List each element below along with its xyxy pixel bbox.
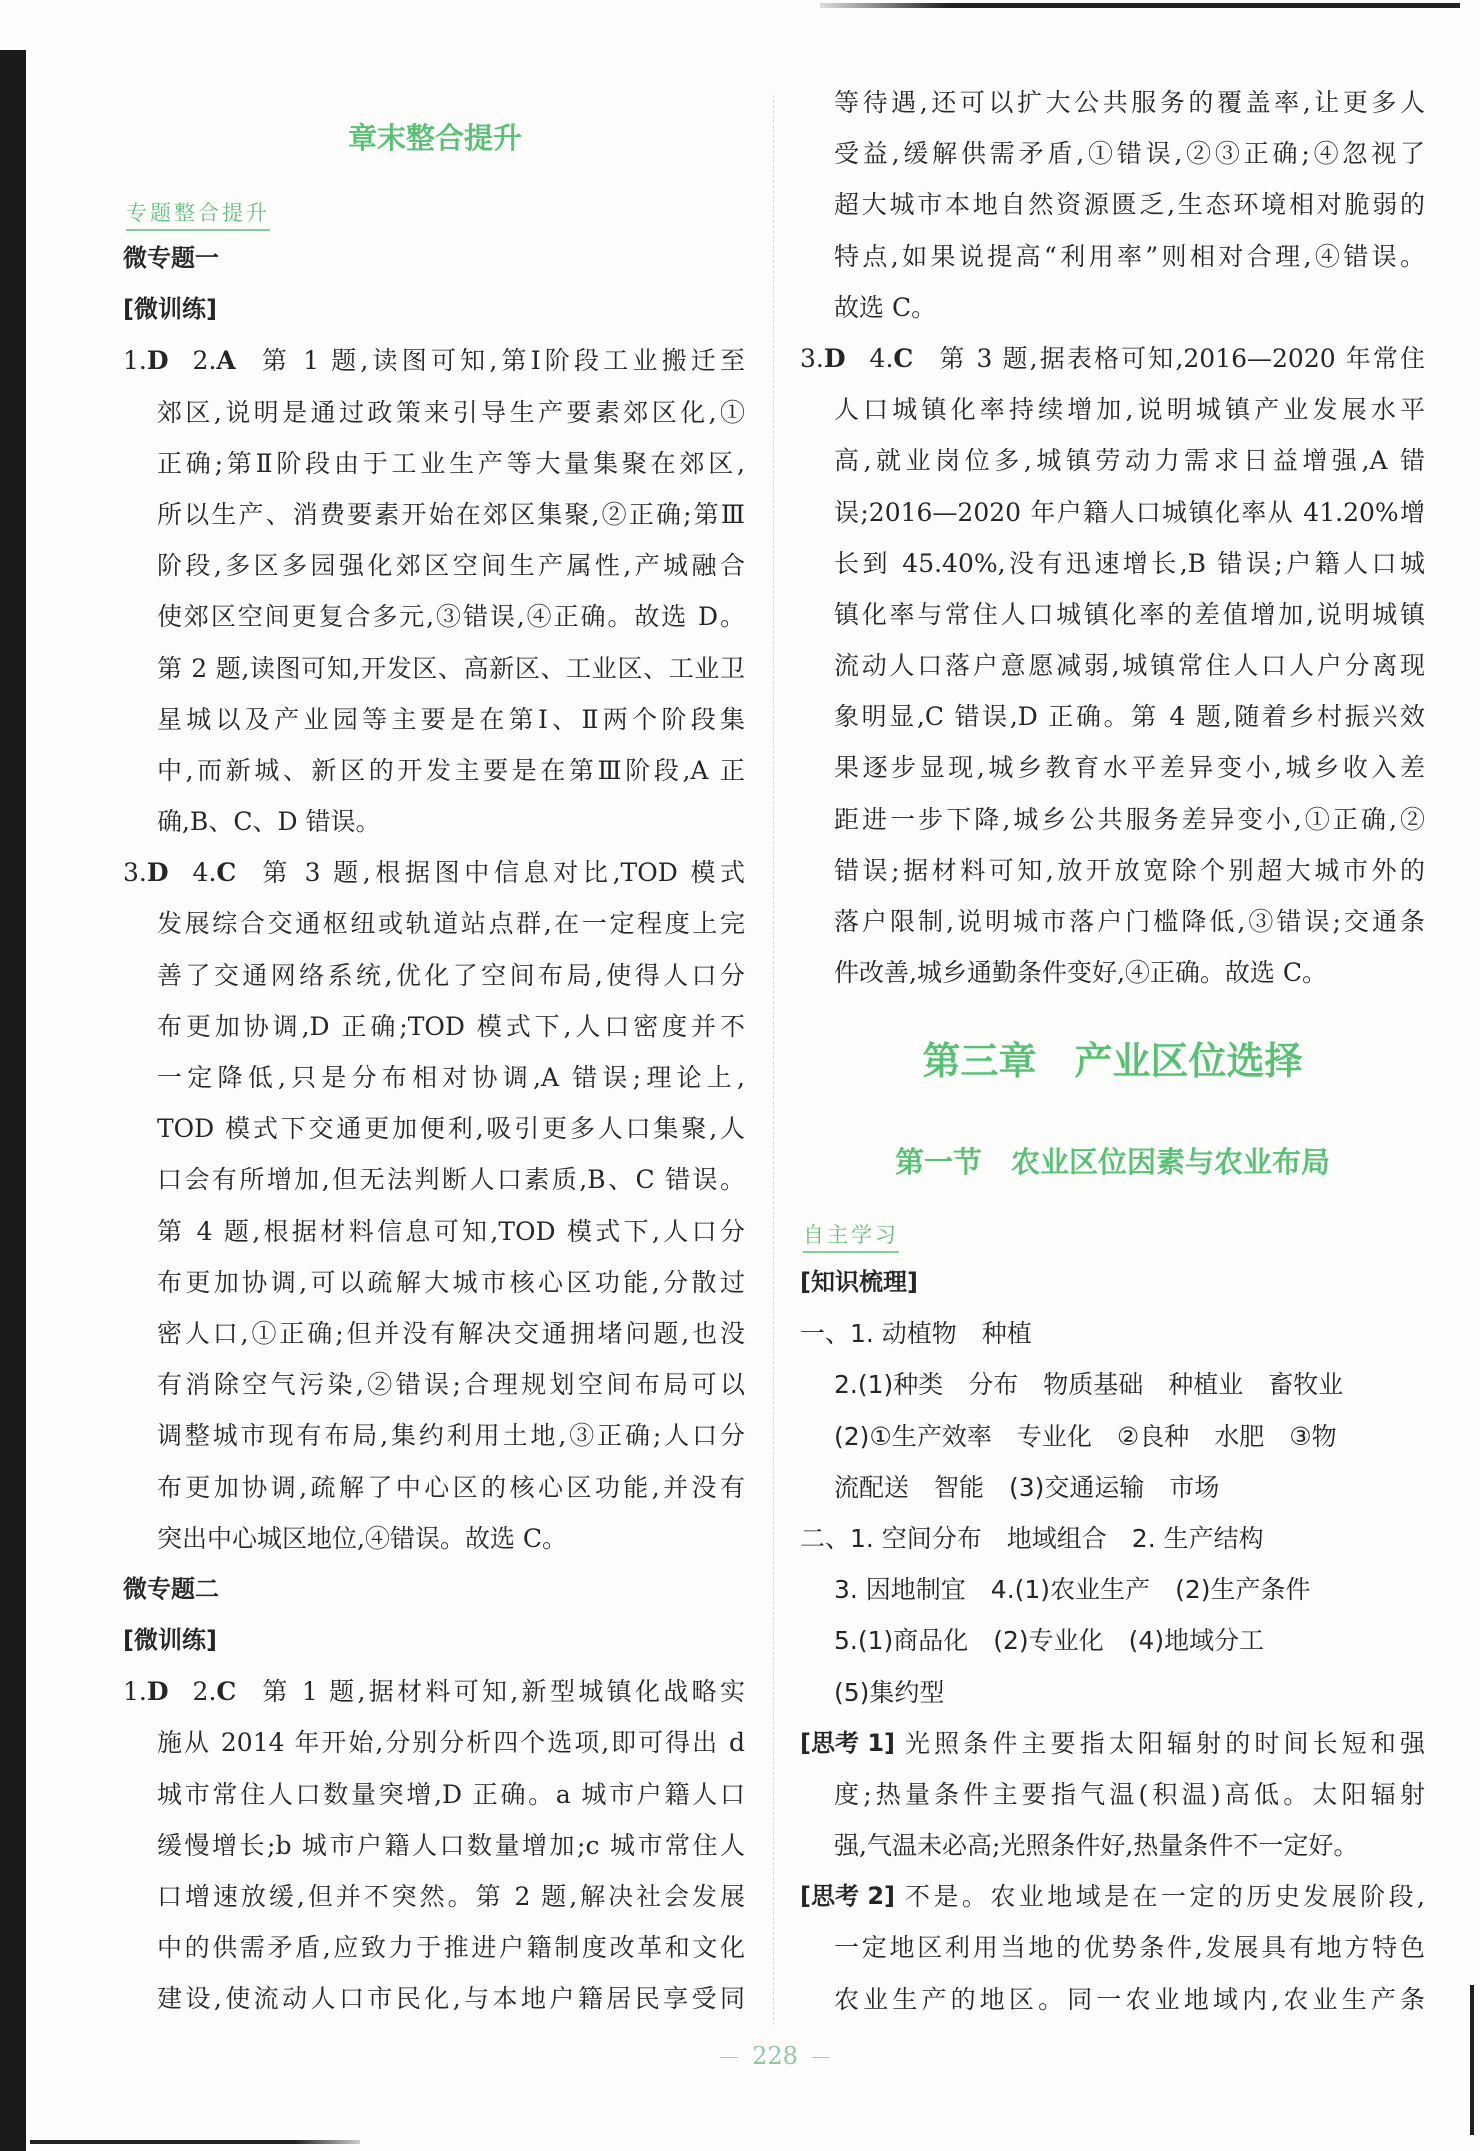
answer-line: 调整城市现有布局,集约利用土地,③正确;人口分 <box>157 1421 745 1451</box>
answer-line: 第 2 题,读图可知,开发区、高新区、工业区、工业卫 <box>157 653 745 683</box>
answer-choice: C <box>893 343 914 373</box>
answer-line: 受益,缓解供需矛盾,①错误,②③正确;④忽视了 <box>834 139 1425 169</box>
answer-line: 镇化率与常住人口城镇化率的差值增加,说明城镇 <box>834 599 1425 629</box>
topic-heading: 微专题一 <box>123 244 219 272</box>
answer-choice: D <box>146 858 169 888</box>
scan-edge-right <box>1470 1985 1474 2135</box>
think-line: 强,气温未必高;光照条件好,热量条件不一定好。 <box>834 1831 1359 1861</box>
answer-line: 所以生产、消费要素开始在郊区集聚,②正确;第Ⅲ <box>157 499 745 529</box>
answer-line: 星城以及产业园等主要是在第Ⅰ、Ⅱ两个阶段集 <box>157 704 745 734</box>
column-divider <box>773 95 774 2025</box>
answer-line: 施从 2014 年开始,分别分析四个选项,即可得出 d <box>157 1728 745 1758</box>
knowledge-item: 5.(1)商品化 (2)专业化 (4)地域分工 <box>834 1626 1265 1656</box>
answer-line: 长到 45.40%,没有迅速增长,B 错误;户籍人口城 <box>834 548 1425 578</box>
chapter-title: 第三章 产业区位选择 <box>922 1039 1303 1083</box>
answer-line: 确,B、C、D 错误。 <box>157 807 381 837</box>
answer-line: 中的供需矛盾,应致力于推进户籍制度改革和文化 <box>157 1933 745 1963</box>
answer-line: 第 4 题,根据材料信息可知,TOD 模式下,人口分 <box>157 1216 745 1246</box>
answer-choice: D <box>146 346 169 376</box>
answer-line: 超大城市本地自然资源匮乏,生态环境相对脆弱的 <box>834 190 1425 220</box>
page-number-dash <box>812 2057 830 2058</box>
answer-line: 故选 C。 <box>834 292 937 322</box>
answer-line: 高,就业岗位多,城镇劳动力需求日益增强,A 错 <box>834 446 1425 476</box>
question-number: 2. <box>192 1677 217 1707</box>
answer-line: 中,而新城、新区的开发主要是在第Ⅲ阶段,A 正 <box>157 755 745 785</box>
answer-choice: C <box>216 1677 237 1707</box>
answer-line: 等待遇,还可以扩大公共服务的覆盖率,让更多人 <box>834 88 1425 117</box>
knowledge-section <box>800 1257 1425 2025</box>
knowledge-item: (5)集约型 <box>834 1677 945 1707</box>
answer-line: 突出中心城区地位,④错误。故选 C。 <box>157 1523 568 1553</box>
question-number: 4. <box>869 343 894 373</box>
answer-choice: D <box>146 1677 169 1707</box>
think-first-line <box>800 1718 1425 1769</box>
section-title: 第一节 农业区位因素与农业布局 <box>894 1145 1330 1179</box>
question-number: 1. <box>123 1677 147 1707</box>
answer-choice: D <box>823 343 846 373</box>
knowledge-item: 3. 因地制宜 4.(1)农业生产 (2)生产条件 <box>834 1575 1311 1605</box>
practice-heading: [微训练] <box>123 1626 217 1655</box>
answer-line: 口会有所增加,但无法判断人口素质,B、C 错误。 <box>157 1165 745 1195</box>
think-line: 一定地区利用当地的优势条件,发展具有地方特色 <box>834 1933 1425 1963</box>
answer-text: 第 3 题,据表格可知,2016—2020 年常住 <box>939 343 1425 373</box>
question-number: 3. <box>123 858 147 888</box>
answer-line: 建设,使流动人口市民化,与本地户籍居民享受同 <box>157 1984 745 2014</box>
answer-line: 误;2016—2020 年户籍人口城镇化率从 41.20%增 <box>834 497 1425 527</box>
answer-keys <box>123 1666 236 1717</box>
answer-line: 象明显,C 错误,D 正确。第 4 题,随着乡村振兴效 <box>834 702 1425 732</box>
answer-line: 口增速放缓,但并不突然。第 2 题,解决社会发展 <box>157 1882 745 1911</box>
page-number <box>690 2042 860 2070</box>
left-column <box>123 233 745 2025</box>
answer-line: TOD 模式下交通更加便利,吸引更多人口集聚,人 <box>157 1114 745 1144</box>
answer-line: 落户限制,说明城市落户门槛降低,③错误;交通条 <box>834 907 1425 936</box>
answer-line: 错误;据材料可知,放开放宽除个别超大城市外的 <box>834 855 1425 885</box>
question-number: 2. <box>192 346 217 376</box>
answer-line: 特点,如果说提高“利用率”则相对合理,④错误。 <box>834 241 1425 271</box>
knowledge-item: 一、1. 动植物 种植 <box>800 1319 1032 1349</box>
topic-heading: 微专题二 <box>123 1574 219 1603</box>
answer-line: 一定降低,只是分布相对协调,A 错误;理论上, <box>157 1063 745 1092</box>
answer-line: 布更加协调,可以疏解大城市核心区功能,分散过 <box>157 1267 745 1297</box>
question-number: 4. <box>192 858 217 888</box>
knowledge-item: 流配送 智能 (3)交通运输 市场 <box>834 1472 1220 1502</box>
answer-line: 发展综合交通枢纽或轨道站点群,在一定程度上完 <box>157 909 745 939</box>
answer-line: 距进一步下降,城乡公共服务差异变小,①正确,② <box>834 804 1425 834</box>
answer-first-line <box>123 335 745 386</box>
answer-line: 使郊区空间更复合多元,③错误,④正确。故选 D。 <box>157 602 745 632</box>
answer-line: 流动人口落户意愿减弱,城镇常住人口人户分离现 <box>834 651 1425 681</box>
answer-choice: C <box>216 858 237 888</box>
answer-line: 阶段,多区多园强化郊区空间生产属性,产城融合 <box>157 551 745 581</box>
knowledge-item: 2.(1)种类 分布 物质基础 种植业 畜牧业 <box>834 1370 1344 1400</box>
answer-line: 果逐步显现,城乡教育水平差异变小,城乡收入差 <box>834 753 1425 783</box>
answer-text: 第 1 题,据材料可知,新型城镇化战略实 <box>262 1677 745 1707</box>
knowledge-item: 二、1. 空间分布 地域组合 2. 生产结构 <box>800 1523 1264 1553</box>
question-number: 3. <box>800 343 824 373</box>
question-number: 1. <box>123 346 147 376</box>
think-first-line <box>800 1871 1425 1922</box>
think-text: 光照条件主要指太阳辐射的时间长短和强 <box>905 1728 1425 1758</box>
page-number-text: 228 <box>752 2042 798 2070</box>
answer-line: 布更加协调,D 正确;TOD 模式下,人口密度并不 <box>157 1011 745 1041</box>
answer-line: 城市常住人口数量突增,D 正确。a 城市户籍人口 <box>157 1779 745 1809</box>
scan-edge-top <box>820 3 1460 8</box>
think-line: 农业生产的地区。同一农业地域内,农业生产条 <box>834 1984 1425 2014</box>
section-label-topics: 专题整合提升 <box>126 197 270 231</box>
right-column <box>800 77 1425 998</box>
answer-first-line <box>123 847 745 898</box>
answer-line: 郊区,说明是通过政策来引导生产要素郊区化,① <box>157 397 745 427</box>
answer-choice: A <box>216 346 236 376</box>
page-number-dash <box>720 2057 738 2058</box>
scan-edge-bottom <box>30 2140 360 2144</box>
answer-keys <box>800 333 913 384</box>
answer-line: 善了交通网络系统,优化了空间布局,使得人口分 <box>157 960 745 990</box>
answer-text: 第 1 题,读图可知,第Ⅰ阶段工业搬迁至 <box>261 346 745 376</box>
think-label: [思考 1] <box>800 1728 895 1757</box>
answer-line: 有消除空气污染,②错误;合理规划空间布局可以 <box>157 1370 745 1400</box>
answer-line: 布更加协调,疏解了中心区的核心区功能,并没有 <box>157 1472 745 1502</box>
chapter-review-title: 章末整合提升 <box>347 121 522 155</box>
answer-line: 人口城镇化率持续增加,说明城镇产业发展水平 <box>834 395 1425 425</box>
practice-heading: [微训练] <box>123 295 217 324</box>
answer-keys <box>123 847 236 898</box>
think-label: [思考 2] <box>800 1882 895 1911</box>
answer-keys <box>123 335 236 386</box>
answer-first-line <box>123 1666 745 1717</box>
answer-line: 缓慢增长;b 城市户籍人口数量增加;c 城市常住人 <box>157 1830 745 1860</box>
scan-edge-left <box>0 50 26 2151</box>
knowledge-item: (2)①生产效率 专业化 ②良种 水肥 ③物 <box>834 1421 1337 1451</box>
answer-line: 密人口,①正确;但并没有解决交通拥堵问题,也没 <box>157 1318 745 1348</box>
think-text: 不是。农业地域是在一定的历史发展阶段, <box>905 1882 1425 1912</box>
answer-line: 正确;第Ⅱ阶段由于工业生产等大量集聚在郊区, <box>157 448 745 478</box>
answer-text: 第 3 题,根据图中信息对比,TOD 模式 <box>262 858 745 888</box>
answer-line: 件改善,城乡通勤条件变好,④正确。故选 C。 <box>834 958 1327 988</box>
section-label-study: 自主学习 <box>803 1219 899 1253</box>
think-line: 度;热量条件主要指气温(积温)高低。太阳辐射 <box>834 1779 1425 1809</box>
answer-first-line <box>800 333 1425 384</box>
knowledge-heading: [知识梳理] <box>800 1268 918 1296</box>
